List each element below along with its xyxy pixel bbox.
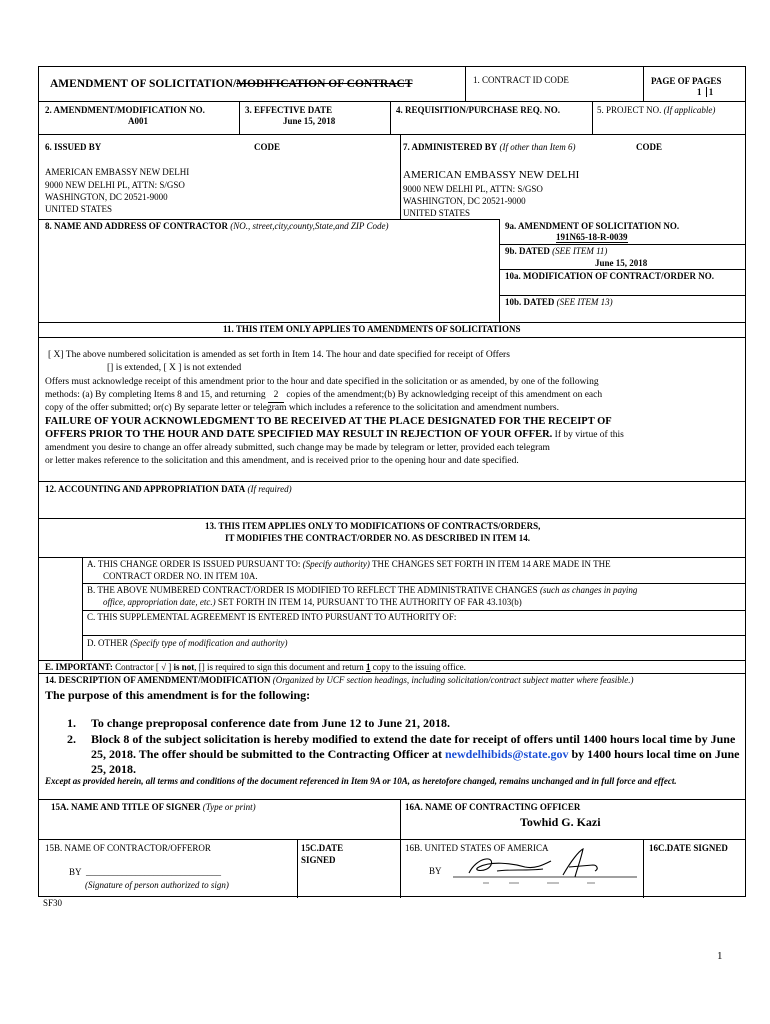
item14-label <box>45 675 634 686</box>
by-label: BY <box>69 867 82 877</box>
item13-a-line2: CONTRACT ORDER NO. IN ITEM 10A. <box>103 571 258 581</box>
dated-9b-note: (SEE ITEM 11) <box>552 246 608 256</box>
important-text-c: copy to the issuing office. <box>370 662 466 672</box>
effective-date-label: 3. EFFECTIVE DATE <box>245 105 333 115</box>
except-clause: Except as provided herein, all terms and conditions of the document referenced in Item 9A or 10A, as heretofore changed, remains unchanged and in full force and effect. <box>45 776 677 786</box>
administered-code-label: CODE <box>636 142 663 152</box>
item13-b-note2: office, appropriation date, etc.) <box>103 597 216 607</box>
rule <box>390 101 391 134</box>
dated-9b-value: June 15, 2018 <box>595 258 648 268</box>
important-return-count: 1 <box>366 662 371 672</box>
item11-line: copy of the offer submitted; or(c) By separate letter or telegram which includes a reference to the solicitation and amendment numbers. <box>45 403 559 413</box>
pages-value: 1 <box>708 87 714 97</box>
project-no-label <box>597 105 715 116</box>
item13-d-note: (Specify type of modification and authority) <box>130 638 288 648</box>
item11-warning: FAILURE OF YOUR ACKNOWLEDGMENT TO BE RECEIVED AT THE PLACE DESIGNATED FOR THE RECEIPT OF <box>45 416 612 427</box>
list-item-number: 2. <box>67 732 76 746</box>
administered-by-label <box>403 142 576 153</box>
signer-15a-label <box>51 802 256 813</box>
contractor-note: (NO., street,city,county,State,and ZIP Code) <box>230 221 389 231</box>
item11-heading: 11. THIS ITEM ONLY APPLIES TO AMENDMENTS OF SOLICITATIONS <box>223 324 521 334</box>
item11-line: or letter makes reference to the solicitation and this amendment, and is received prior to the opening hour and date specified. <box>45 456 519 466</box>
administered-by-line: 9000 NEW DELHI PL, ATTN: S/GSO <box>403 184 543 194</box>
issued-by-line: WASHINGTON, DC 20521-9000 <box>45 192 168 202</box>
item13-b-note: (such as changes in paying <box>539 585 638 595</box>
officer-name: Towhid G. Kazi <box>520 815 601 829</box>
page-value: 1 <box>697 87 702 97</box>
rule <box>39 101 745 102</box>
item14-note: (Organized by UCF section headings, including solicitation/contract subject matter where feasible.) <box>272 675 634 685</box>
date-signed-15c-label: SIGNED <box>301 855 336 865</box>
list-item-text: To change preproposal conference date from June 12 to June 21, 2018. <box>91 716 450 730</box>
by-line <box>69 867 221 878</box>
officer-signature <box>447 847 643 887</box>
item13-a <box>87 559 611 570</box>
by-blank: ______________________________ <box>86 867 222 877</box>
item11-line <box>45 428 624 442</box>
rule <box>39 219 499 220</box>
item13-d-pre: D. OTHER <box>87 638 131 648</box>
item11-methods-b: copies of the amendment;(b) By acknowledging receipt of this amendment on each <box>283 390 603 400</box>
list-item <box>67 716 743 731</box>
item11-line: [] is extended, [ X ] is not extended <box>107 363 242 373</box>
rule <box>82 635 745 636</box>
item13-c: C. THIS SUPPLEMENTAL AGREEMENT IS ENTERED INTO PURSUANT TO AUTHORITY OF: <box>87 612 457 622</box>
dated-10b-text: 10b. DATED <box>505 297 555 307</box>
list-item-number: 1. <box>67 716 76 730</box>
copies-count: 2 <box>268 389 284 403</box>
administered-by-name: AMERICAN EMBASSY NEW DELHI <box>403 169 580 181</box>
important-text-a: Contractor [ √ ] <box>112 662 174 672</box>
issued-by-label: 6. ISSUED BY <box>45 142 102 152</box>
rule <box>39 557 745 558</box>
page-number: 1 <box>717 950 723 962</box>
form-title-prefix: AMENDMENT OF SOLICITATION/ <box>50 78 237 90</box>
dated-10b-note: (SEE ITEM 13) <box>556 297 613 307</box>
rule <box>39 839 745 840</box>
rule <box>499 295 745 296</box>
amendment-no-value: A001 <box>128 116 148 126</box>
issued-by-code-label: CODE <box>254 142 281 152</box>
rule <box>39 337 745 338</box>
amend-sol-label: 9a. AMENDMENT OF SOLICITATION NO. <box>505 221 680 231</box>
form-title <box>50 77 413 91</box>
requisition-label: 4. REQUISITION/PURCHASE REQ. NO. <box>396 105 561 115</box>
administered-by-text: 7. ADMINISTERED BY <box>403 142 498 152</box>
date-signed-15c-label: 15C.DATE <box>301 843 344 853</box>
item13-a-pre: A. THIS CHANGE ORDER IS ISSUED PURSUANT TO: <box>87 559 303 569</box>
signer-15a-text: 15A. NAME AND TITLE OF SIGNER <box>51 802 201 812</box>
amendment-form <box>38 66 746 897</box>
usa-16b-label: 16B. UNITED STATES OF AMERICA <box>405 843 549 853</box>
item11-line: [ X] The above numbered solicitation is amended as set forth in Item 14. The hour and date specified for receipt of Offers <box>48 350 510 360</box>
project-no-text: 5. PROJECT NO. <box>597 105 662 115</box>
page-count <box>697 87 713 98</box>
administered-by-line: UNITED STATES <box>403 208 471 218</box>
email-link[interactable]: newdelhibids@state.gov <box>444 747 569 761</box>
rule <box>499 219 500 322</box>
item11-methods-a: methods: (a) By completing Items 8 and 15, and returning <box>45 390 268 400</box>
item13-b-post: SET FORTH IN ITEM 14, PURSUANT TO THE AUTHORITY OF FAR 43.103(b) <box>215 597 522 607</box>
modification-label: 10a. MODIFICATION OF CONTRACT/ORDER NO. <box>505 271 715 281</box>
contract-id-label: 1. CONTRACT ID CODE <box>473 75 569 85</box>
item12-note: (If required) <box>247 484 292 494</box>
amendment-no-label: 2. AMENDMENT/MODIFICATION NO. <box>45 105 205 115</box>
list-item-text <box>67 732 743 777</box>
rule <box>465 67 466 101</box>
issued-by-line: AMERICAN EMBASSY NEW DELHI <box>45 167 190 177</box>
contractor-label <box>45 221 389 232</box>
by-line-16b: BY <box>429 866 442 876</box>
page-divider <box>706 87 707 97</box>
item13-b-pre: B. THE ABOVE NUMBERED CONTRACT/ORDER IS MODIFIED TO REFLECT THE ADMINISTRATIVE CHANGES <box>87 585 540 595</box>
rule <box>239 101 240 134</box>
officer-16a-label: 16A. NAME OF CONTRACTING OFFICER <box>405 802 581 812</box>
item11-line: Offers must acknowledge receipt of this amendment prior to the hour and date specified in the solicitation or as amended, by one of the following <box>45 377 599 387</box>
rule <box>82 610 745 611</box>
dated-9b-label <box>505 246 607 257</box>
rule <box>400 134 401 219</box>
important-text-b: , [] is required to sign this document and return <box>194 662 367 672</box>
item11-warning-2: OFFERS PRIOR TO THE HOUR AND DATE SPECIFIED MAY RESULT IN REJECTION OF YOUR OFFER. <box>45 429 553 440</box>
item14-text: 14. DESCRIPTION OF AMENDMENT/MODIFICATION <box>45 675 271 685</box>
rule <box>39 660 745 661</box>
signature-note: (Signature of person authorized to sign) <box>85 880 229 890</box>
form-id: SF30 <box>43 898 63 908</box>
page-of-pages-label: PAGE OF PAGES <box>651 76 722 86</box>
date-signed-16c-label: 16C.DATE SIGNED <box>649 843 728 853</box>
rule <box>39 134 745 135</box>
rule <box>39 322 745 323</box>
rule <box>643 839 644 898</box>
administered-by-note: (If other than Item 6) <box>499 142 576 152</box>
rule <box>592 101 593 134</box>
item13-b-line2 <box>103 597 522 608</box>
signer-15a-note: (Type or print) <box>202 802 256 812</box>
item13-heading: 13. THIS ITEM APPLIES ONLY TO MODIFICATIONS OF CONTRACTS/ORDERS, <box>205 521 541 531</box>
dated-9b-text: 9b. DATED <box>505 246 550 256</box>
administered-by-line: WASHINGTON, DC 20521-9000 <box>403 196 526 206</box>
issued-by-line: 9000 NEW DELHI PL, ATTN: S/GSO <box>45 180 185 190</box>
list-item-text-a: Block 8 of the subject solicitation is hereby modified to extend the date for receipt of offers until 1400 hours local time by June 25, 2018. The offer should be submitted to the Contracting Officer at <box>91 732 736 761</box>
item13-a-note: (Specify authority) <box>302 559 370 569</box>
item13-a-post: THE CHANGES SET FORTH IN ITEM 14 ARE MADE IN THE <box>369 559 611 569</box>
rule <box>39 518 745 519</box>
item12-label <box>45 484 292 495</box>
list-item <box>67 732 743 777</box>
rule <box>643 67 644 101</box>
project-no-note: (If applicable) <box>663 105 716 115</box>
rule <box>82 557 83 660</box>
item13-b <box>87 585 637 596</box>
issued-by-line: UNITED STATES <box>45 204 113 214</box>
item13-d <box>87 638 287 649</box>
rule <box>39 481 745 482</box>
amend-sol-value: 191N65-18-R-0039 <box>556 232 628 242</box>
item14-purpose: The purpose of this amendment is for the following: <box>45 688 311 702</box>
rule <box>82 583 745 584</box>
effective-date-value: June 15, 2018 <box>283 116 336 126</box>
rule <box>39 673 745 674</box>
important-label: E. IMPORTANT: <box>45 662 113 672</box>
important-is-not: is not <box>173 662 195 672</box>
rule <box>499 269 745 270</box>
dated-10b-label <box>505 297 613 308</box>
list-item-text-b: by 1400 hours local time on June 25, 2018. <box>91 747 740 776</box>
rule <box>499 244 745 245</box>
rule <box>297 839 298 898</box>
important-line <box>45 662 466 673</box>
contractor-15b-label: 15B. NAME OF CONTRACTOR/OFFEROR <box>45 843 211 853</box>
rule <box>400 799 401 898</box>
contractor-text: 8. NAME AND ADDRESS OF CONTRACTOR <box>45 221 229 231</box>
item13-heading: IT MODIFIES THE CONTRACT/ORDER NO. AS DESCRIBED IN ITEM 14. <box>225 533 530 543</box>
rule <box>39 799 745 800</box>
item11-virtue: If by virtue of this <box>552 430 624 440</box>
form-title-struck: MODIFICATION OF CONTRACT <box>236 78 413 90</box>
item12-text: 12. ACCOUNTING AND APPROPRIATION DATA <box>45 484 246 494</box>
item11-line: amendment you desire to change an offer already submitted, such change may be made by telegram or letter, provided each telegram <box>45 443 550 453</box>
